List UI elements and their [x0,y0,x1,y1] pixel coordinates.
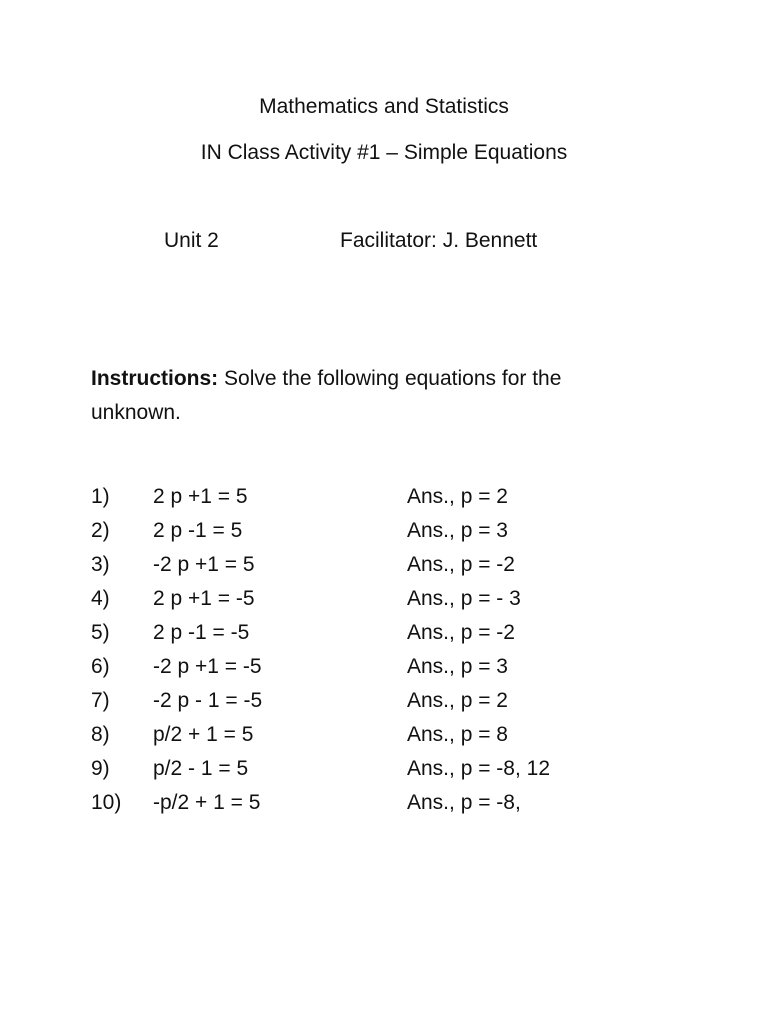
problem-answer: Ans., p = 2 [407,689,508,712]
document-subtitle: IN Class Activity #1 – Simple Equations [200,141,568,164]
problem-row [91,791,691,825]
problem-answer: Ans., p = 3 [407,655,508,678]
problem-row [91,485,691,519]
problem-answer: Ans., p = -8, [407,791,521,814]
unit-label: Unit 2 [164,229,219,252]
problem-answer: Ans., p = 8 [407,723,508,746]
problem-equation: -p/2 + 1 = 5 [153,791,261,814]
problem-number: 6) [91,655,110,678]
problem-equation: p/2 - 1 = 5 [153,757,249,780]
problem-row [91,587,691,621]
problem-list [91,485,691,825]
problem-answer: Ans., p = -2 [407,553,515,576]
problem-answer: Ans., p = 2 [407,485,508,508]
problem-answer: Ans., p = -2 [407,621,515,644]
problem-row [91,689,691,723]
problem-equation: 2 p -1 = -5 [153,621,250,644]
problem-equation: -2 p +1 = 5 [153,553,255,576]
problem-number: 7) [91,689,110,712]
instructions-label: Instructions: [91,367,219,390]
problem-equation: 2 p -1 = 5 [153,519,243,542]
problem-equation: -2 p - 1 = -5 [153,689,263,712]
problem-number: 3) [91,553,110,576]
problem-row [91,553,691,587]
problem-number: 5) [91,621,110,644]
problem-answer: Ans., p = -8, 12 [407,757,551,780]
instructions-paragraph [91,362,651,430]
problem-equation: 2 p +1 = -5 [153,587,255,610]
problem-answer: Ans., p = - 3 [407,587,521,610]
problem-number: 10) [91,791,122,814]
problem-number: 8) [91,723,110,746]
problem-row [91,655,691,689]
problem-number: 4) [91,587,110,610]
problem-equation: 2 p +1 = 5 [153,485,248,508]
instructions-text: Solve the following equations for the unknown. [91,367,562,424]
document-title: Mathematics and Statistics [259,95,509,118]
problem-number: 2) [91,519,110,542]
problem-row [91,519,691,553]
problem-answer: Ans., p = 3 [407,519,508,542]
facilitator-label: Facilitator: J. Bennett [340,229,538,252]
problem-row [91,621,691,655]
problem-row [91,723,691,757]
problem-number: 9) [91,757,110,780]
problem-equation: p/2 + 1 = 5 [153,723,254,746]
problem-equation: -2 p +1 = -5 [153,655,262,678]
problem-number: 1) [91,485,110,508]
problem-row [91,757,691,791]
